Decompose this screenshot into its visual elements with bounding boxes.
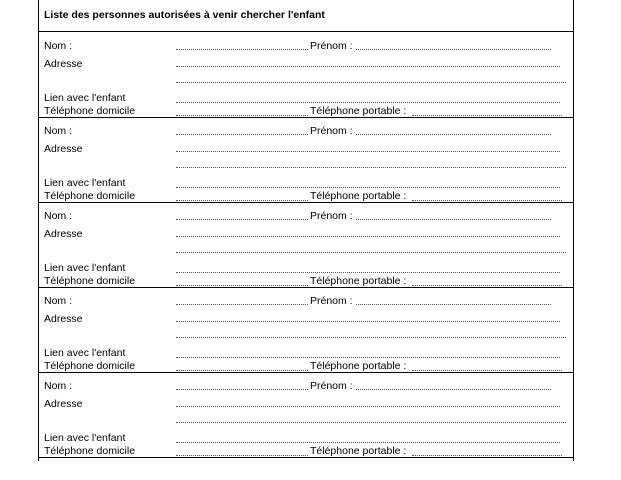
adresse-field-2[interactable] <box>176 337 566 338</box>
adresse-field-1[interactable] <box>176 66 560 67</box>
tel-domicile-label: Téléphone domicile <box>44 445 136 457</box>
adresse-field-1[interactable] <box>176 151 560 152</box>
nom-field[interactable] <box>176 389 308 390</box>
nom-label: Nom : <box>44 210 73 222</box>
prenom-label: Prénom : <box>310 295 353 307</box>
adresse-field-1[interactable] <box>176 406 560 407</box>
nom-label: Nom : <box>44 125 73 137</box>
tel-domicile-field[interactable] <box>176 455 308 456</box>
lien-label: Lien avec l'enfant <box>44 177 126 189</box>
person-block <box>38 372 574 457</box>
adresse-label: Adresse <box>44 143 83 155</box>
prenom-field[interactable] <box>356 304 551 305</box>
person-block <box>38 32 574 117</box>
tel-portable-label: Téléphone portable : <box>310 105 407 117</box>
prenom-label: Prénom : <box>310 380 353 392</box>
tel-domicile-label: Téléphone domicile <box>44 105 136 117</box>
tel-domicile-field[interactable] <box>176 285 308 286</box>
prenom-label: Prénom : <box>310 40 353 52</box>
tel-portable-label: Téléphone portable : <box>310 445 407 457</box>
prenom-field[interactable] <box>356 389 551 390</box>
tel-domicile-field[interactable] <box>176 370 308 371</box>
adresse-label: Adresse <box>44 228 83 240</box>
adresse-field-2[interactable] <box>176 167 566 168</box>
adresse-field-2[interactable] <box>176 252 566 253</box>
prenom-field[interactable] <box>356 49 551 50</box>
adresse-label: Adresse <box>44 313 83 325</box>
lien-field[interactable] <box>176 357 560 358</box>
nom-label: Nom : <box>44 40 73 52</box>
tel-portable-label: Téléphone portable : <box>310 360 407 372</box>
lien-label: Lien avec l'enfant <box>44 347 126 359</box>
nom-field[interactable] <box>176 49 308 50</box>
tel-portable-field[interactable] <box>412 200 562 201</box>
nom-label: Nom : <box>44 295 73 307</box>
tel-portable-field[interactable] <box>412 455 562 456</box>
adresse-field-2[interactable] <box>176 82 566 83</box>
prenom-field[interactable] <box>356 134 551 135</box>
lien-label: Lien avec l'enfant <box>44 432 126 444</box>
adresse-field-1[interactable] <box>176 236 560 237</box>
tel-portable-field[interactable] <box>412 285 562 286</box>
person-block <box>38 117 574 202</box>
lien-field[interactable] <box>176 442 560 443</box>
lien-label: Lien avec l'enfant <box>44 92 126 104</box>
nom-field[interactable] <box>176 219 308 220</box>
tel-domicile-field[interactable] <box>176 115 308 116</box>
block-divider <box>38 457 574 458</box>
nom-field[interactable] <box>176 134 308 135</box>
adresse-label: Adresse <box>44 398 83 410</box>
tel-portable-field[interactable] <box>412 370 562 371</box>
tel-portable-label: Téléphone portable : <box>310 190 407 202</box>
person-block <box>38 287 574 372</box>
tel-domicile-field[interactable] <box>176 200 308 201</box>
lien-label: Lien avec l'enfant <box>44 262 126 274</box>
tel-domicile-label: Téléphone domicile <box>44 190 136 202</box>
lien-field[interactable] <box>176 102 560 103</box>
adresse-field-2[interactable] <box>176 422 566 423</box>
lien-field[interactable] <box>176 272 560 273</box>
nom-field[interactable] <box>176 304 308 305</box>
prenom-label: Prénom : <box>310 125 353 137</box>
lien-field[interactable] <box>176 187 560 188</box>
adresse-label: Adresse <box>44 58 83 70</box>
tel-portable-field[interactable] <box>412 115 562 116</box>
tel-portable-label: Téléphone portable : <box>310 275 407 287</box>
person-block <box>38 202 574 287</box>
prenom-field[interactable] <box>356 219 551 220</box>
prenom-label: Prénom : <box>310 210 353 222</box>
nom-label: Nom : <box>44 380 73 392</box>
tel-domicile-label: Téléphone domicile <box>44 360 136 372</box>
section-title: Liste des personnes autorisées à venir chercher l'enfant <box>44 9 325 21</box>
adresse-field-1[interactable] <box>176 321 560 322</box>
tel-domicile-label: Téléphone domicile <box>44 275 136 287</box>
